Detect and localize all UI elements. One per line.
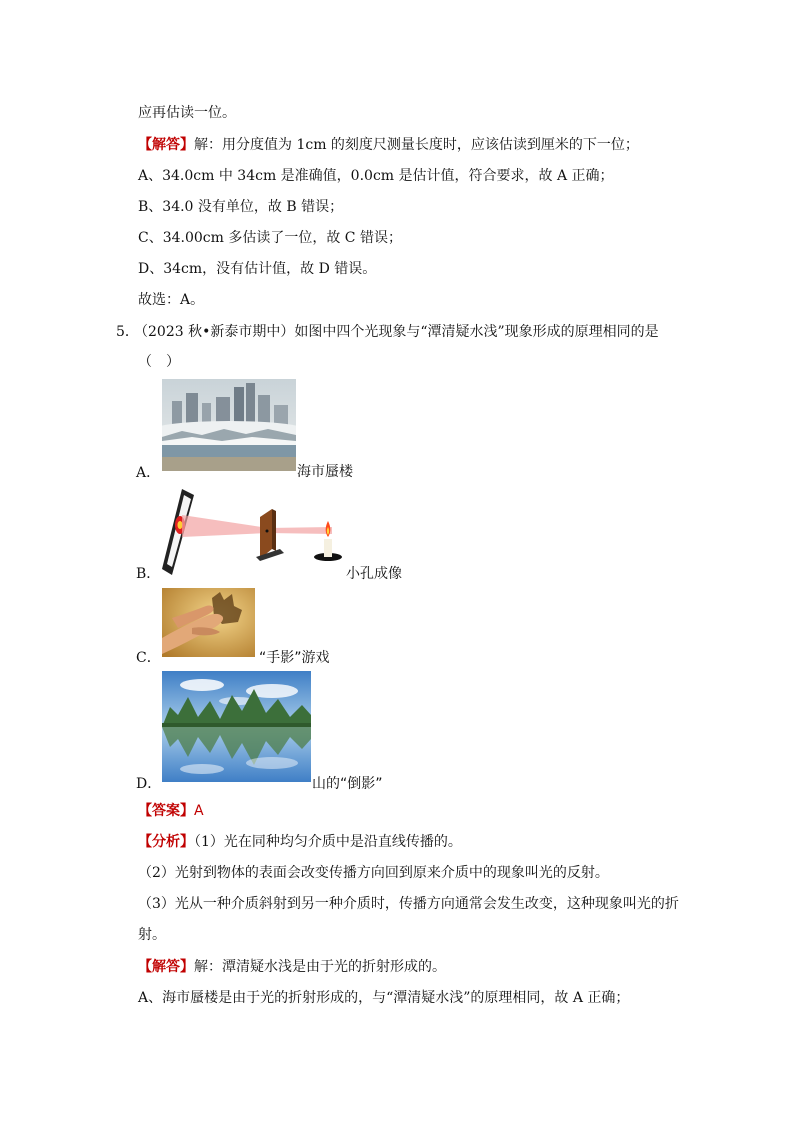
text-line: D、34cm，没有估计值，故 D 错误。 [138,261,377,277]
option-c-label: C． [136,650,161,666]
analysis-line: （3）光从一种介质斜射到另一种介质时，传播方向通常会发生改变，这种现象叫光的折 [138,896,679,912]
question-text: （2023 秋•新泰市期中）如图中四个光现象与“潭清疑水浅”现象形成的原理相同的是 [134,324,659,340]
option-b-caption: 小孔成像 [346,566,402,582]
option-c-caption: “手影”游戏 [259,650,330,666]
mirage-illustration [162,379,296,471]
option-b-label: B． [136,566,161,582]
answer-line [138,801,204,821]
pinhole-image [160,487,345,577]
answer-value: A [194,803,204,819]
analysis-line: 【分析】（1）光在同种均匀介质中是沿直线传播的。 [138,834,462,850]
solution-tag: 【解答】 [138,959,194,975]
pinhole-camera-illustration [160,487,345,577]
solution-line: 【解答】解：潭清疑水浅是由于光的折射形成的。 [138,959,446,975]
question-number: 5． [116,324,139,340]
text-line: A、34.0cm 中 34cm 是准确值，0.0cm 是估计值，符合要求，故 A 正确； [138,168,614,184]
option-d-label: D． [136,776,162,792]
analysis-tag: 【分析】 [138,834,194,850]
text-line: 故选：A。 [138,292,205,308]
analysis-line: 射。 [138,927,166,943]
solution-tag: 【解答】 [138,137,194,153]
answer-bracket: （ ） [138,354,180,370]
option-d-caption: 山的“倒影” [312,776,383,792]
option-a-label: A． [136,465,161,481]
hand-shadow-illustration [162,588,255,657]
solution-line: A、海市蜃楼是由于光的折射形成的，与“潭清疑水浅”的原理相同，故 A 正确； [138,990,630,1006]
text-line: 应再估读一位。 [138,105,236,121]
mountain-reflection-illustration [162,671,311,782]
hand-shadow-image [162,588,255,657]
option-a-caption: 海市蜃楼 [297,464,353,480]
text-line: C、34.00cm 多估读了一位，故 C 错误； [138,230,402,246]
text-line: B、34.0 没有单位，故 B 错误； [138,199,344,215]
answer-tag: 【答案】 [138,803,194,819]
text-line: 【解答】解：用分度值为 1cm 的刻度尺测量长度时，应该估读到厘米的下一位； [138,137,639,153]
mirage-image [162,379,296,471]
analysis-line: （2）光射到物体的表面会改变传播方向回到原来介质中的现象叫光的反射。 [138,865,609,881]
mountain-reflection-image [162,671,311,782]
